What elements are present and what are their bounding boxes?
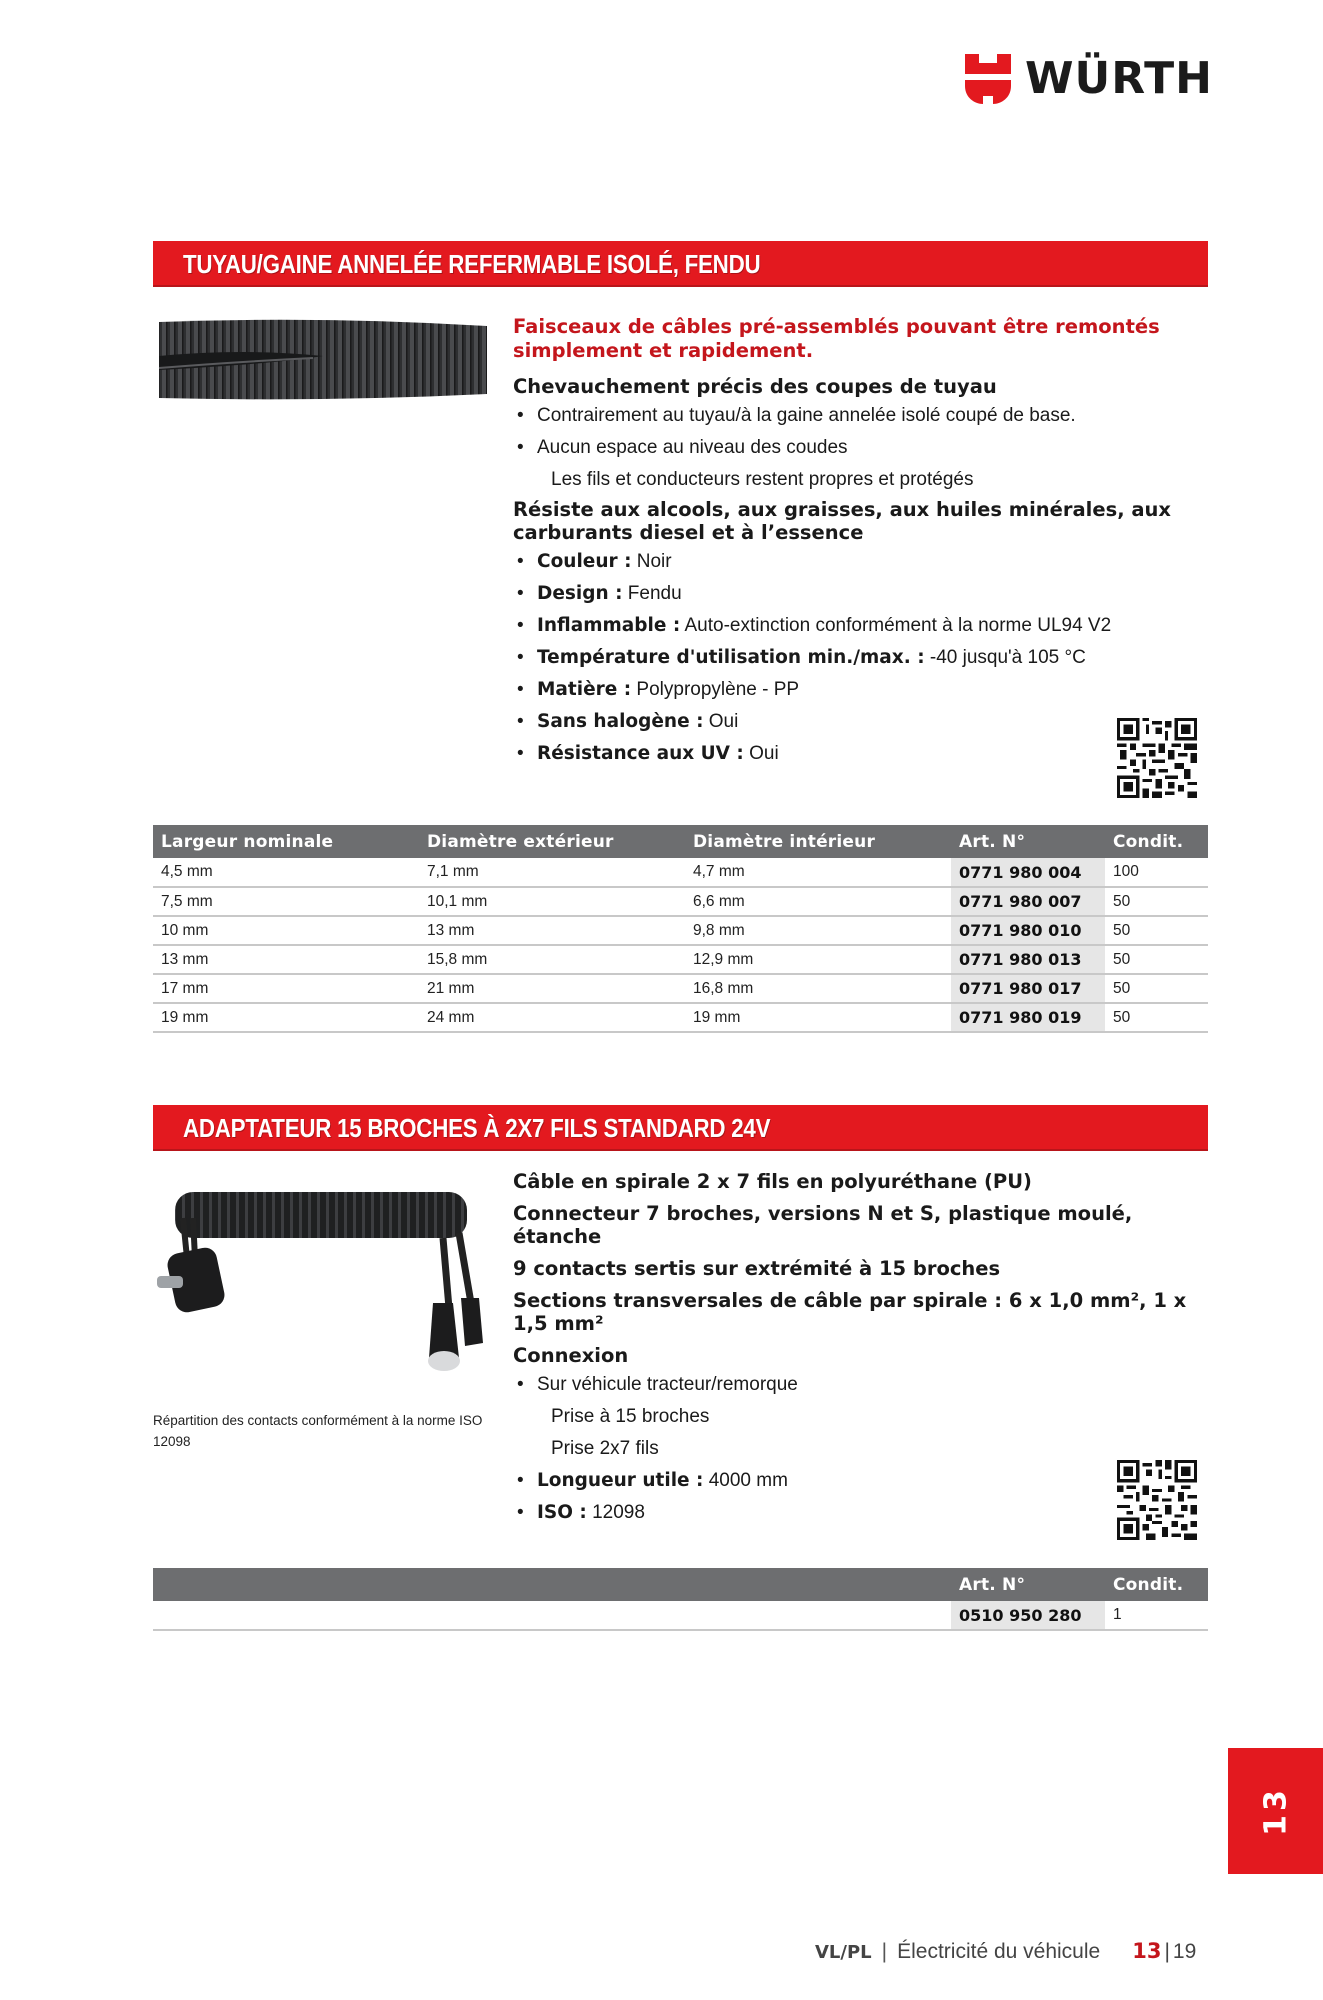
connexion-sub-text: Prise à 15 broches <box>551 1406 710 1427</box>
cell-diametre-ext: 24 mm <box>419 1003 685 1032</box>
table-row <box>153 945 1208 974</box>
spec-couleur: • Couleur : Noir <box>513 546 1203 578</box>
product-description-adaptateur <box>513 1170 1203 1529</box>
cell-condit: 50 <box>1105 945 1208 974</box>
feature-heading: 9 contacts sertis sur extrémité à 15 broches <box>513 1257 1001 1280</box>
spec-list <box>513 546 1203 770</box>
section-title: TUYAU/GAINE ANNELÉE REFERMABLE ISOLÉ, FENDU <box>183 249 761 279</box>
spec-inflammable: • Inflammable : Auto-extinction conformément à la norme UL94 V2 <box>513 610 1203 642</box>
cell-condit: 100 <box>1105 858 1208 887</box>
feature-heading: Câble en spirale 2 x 7 fils en polyuréthane (PU) <box>513 1170 1032 1193</box>
article-table-adaptateur <box>153 1568 1208 1631</box>
feature-sub-text: Les fils et conducteurs restent propres et protégés <box>551 469 974 490</box>
resistance-heading: Résiste aux alcools, aux graisses, aux huiles minérales, aux carburants diesel et à l’essence <box>513 498 1172 544</box>
product-image-gaine-annelee <box>153 312 493 407</box>
table-row <box>153 1601 1208 1630</box>
cell-art-number: 0771 980 017 <box>951 974 1105 1003</box>
spec-design: • Design : Fendu <box>513 578 1203 610</box>
cell-diametre-ext: 15,8 mm <box>419 945 685 974</box>
cell-art-number: 0771 980 010 <box>951 916 1105 945</box>
feature-bullet: • Contrairement au tuyau/à la gaine annelée isolé coupé de base. <box>513 400 1203 432</box>
qr-code-icon[interactable] <box>1117 1460 1197 1540</box>
spec-sans-halogene: • Sans halogène : Oui <box>513 706 1203 738</box>
section-title: ADAPTATEUR 15 BROCHES À 2X7 FILS STANDARD 24V <box>183 1113 771 1143</box>
cell-art-number: 0771 980 019 <box>951 1003 1105 1032</box>
chapter-tab <box>1228 1748 1323 1874</box>
cell-largeur: 7,5 mm <box>153 887 419 916</box>
spec-resistance-uv: • Résistance aux UV : Oui <box>513 738 1203 770</box>
table-row <box>153 974 1208 1003</box>
table-header-row <box>153 1568 1208 1601</box>
chapter-tab-number: 13 <box>1258 1786 1293 1836</box>
cell-condit: 1 <box>1105 1601 1208 1630</box>
column-header: Diamètre intérieur <box>693 831 876 852</box>
cell-diametre-ext: 21 mm <box>419 974 685 1003</box>
column-header: Art. N° <box>959 831 1026 852</box>
feature-heading: Sections transversales de câble par spirale : 6 x 1,0 mm², 1 x 1,5 mm² <box>513 1289 1187 1335</box>
article-table-gaine <box>153 825 1208 1033</box>
footer-page-number: 13 <box>1132 1939 1162 1963</box>
column-header: Art. N° <box>959 1574 1026 1595</box>
column-header: Condit. <box>1113 831 1184 852</box>
table-row <box>153 916 1208 945</box>
connexion-bullet: • Sur véhicule tracteur/remorque <box>513 1369 1203 1401</box>
feature-heading: Chevauchement précis des coupes de tuyau <box>513 375 997 398</box>
footer-separator: | <box>881 1940 888 1963</box>
image-caption: Répartition des contacts conformément à la norme ISO 12098 <box>153 1413 483 1449</box>
cell-largeur: 4,5 mm <box>153 858 419 887</box>
spec-matiere: • Matière : Polypropylène - PP <box>513 674 1203 706</box>
footer-chapter: Électricité du véhicule <box>897 1940 1101 1963</box>
product-description-gaine <box>513 315 1203 770</box>
cell-art-number: 0771 980 004 <box>951 858 1105 887</box>
cell-condit: 50 <box>1105 916 1208 945</box>
cell-diametre-int: 16,8 mm <box>685 974 951 1003</box>
table-row <box>153 1003 1208 1032</box>
cell-empty <box>153 1601 951 1630</box>
feature-heading: Connecteur 7 broches, versions N et S, plastique moulé, étanche <box>513 1202 1133 1248</box>
cell-condit: 50 <box>1105 887 1208 916</box>
spec-longueur: • Longueur utile : 4000 mm <box>513 1465 1203 1497</box>
column-header-empty <box>153 1568 951 1601</box>
cell-largeur: 10 mm <box>153 916 419 945</box>
cell-diametre-int: 9,8 mm <box>685 916 951 945</box>
cell-condit: 50 <box>1105 974 1208 1003</box>
table-header-row <box>153 825 1208 858</box>
page-footer <box>815 1939 1196 1964</box>
cell-diametre-int: 12,9 mm <box>685 945 951 974</box>
table-row <box>153 858 1208 887</box>
column-header: Condit. <box>1113 1574 1184 1595</box>
connexion-heading: Connexion <box>513 1344 629 1367</box>
cell-diametre-int: 19 mm <box>685 1003 951 1032</box>
table-row <box>153 887 1208 916</box>
feature-bullet: • Aucun espace au niveau des coudes <box>513 432 1203 464</box>
qr-code-icon[interactable] <box>1117 718 1197 798</box>
connexion-sub-text: Prise 2x7 fils <box>551 1438 659 1459</box>
section-header-gaine <box>153 241 1208 287</box>
footer-page-separator: | <box>1164 1940 1170 1963</box>
cell-art-number: 0510 950 280 <box>951 1601 1105 1630</box>
cell-diametre-int: 6,6 mm <box>685 887 951 916</box>
cell-largeur: 13 mm <box>153 945 419 974</box>
cell-diametre-ext: 10,1 mm <box>419 887 685 916</box>
section-header-adaptateur <box>153 1105 1208 1151</box>
lead-text: Faisceaux de câbles pré-assemblés pouvant être remontés simplement et rapidement. <box>513 315 1160 362</box>
cell-diametre-int: 4,7 mm <box>685 858 951 887</box>
cell-diametre-ext: 13 mm <box>419 916 685 945</box>
cell-art-number: 0771 980 007 <box>951 887 1105 916</box>
wurth-logo-text: WÜRTH <box>1025 53 1214 104</box>
wurth-logo <box>963 52 1213 106</box>
product-image-adaptateur <box>153 1178 493 1378</box>
column-header: Largeur nominale <box>161 831 334 852</box>
footer-category: VL/PL <box>815 1942 872 1963</box>
column-header: Diamètre extérieur <box>427 831 614 852</box>
cell-largeur: 17 mm <box>153 974 419 1003</box>
footer-page-total: 19 <box>1172 1940 1197 1963</box>
spec-temperature: • Température d'utilisation min./max. : -40 jusqu'à 105 °C <box>513 642 1203 674</box>
cell-condit: 50 <box>1105 1003 1208 1032</box>
wurth-logo-mark-icon <box>963 52 1013 106</box>
cell-largeur: 19 mm <box>153 1003 419 1032</box>
cell-diametre-ext: 7,1 mm <box>419 858 685 887</box>
spec-iso: • ISO : 12098 <box>513 1497 1203 1529</box>
cell-art-number: 0771 980 013 <box>951 945 1105 974</box>
